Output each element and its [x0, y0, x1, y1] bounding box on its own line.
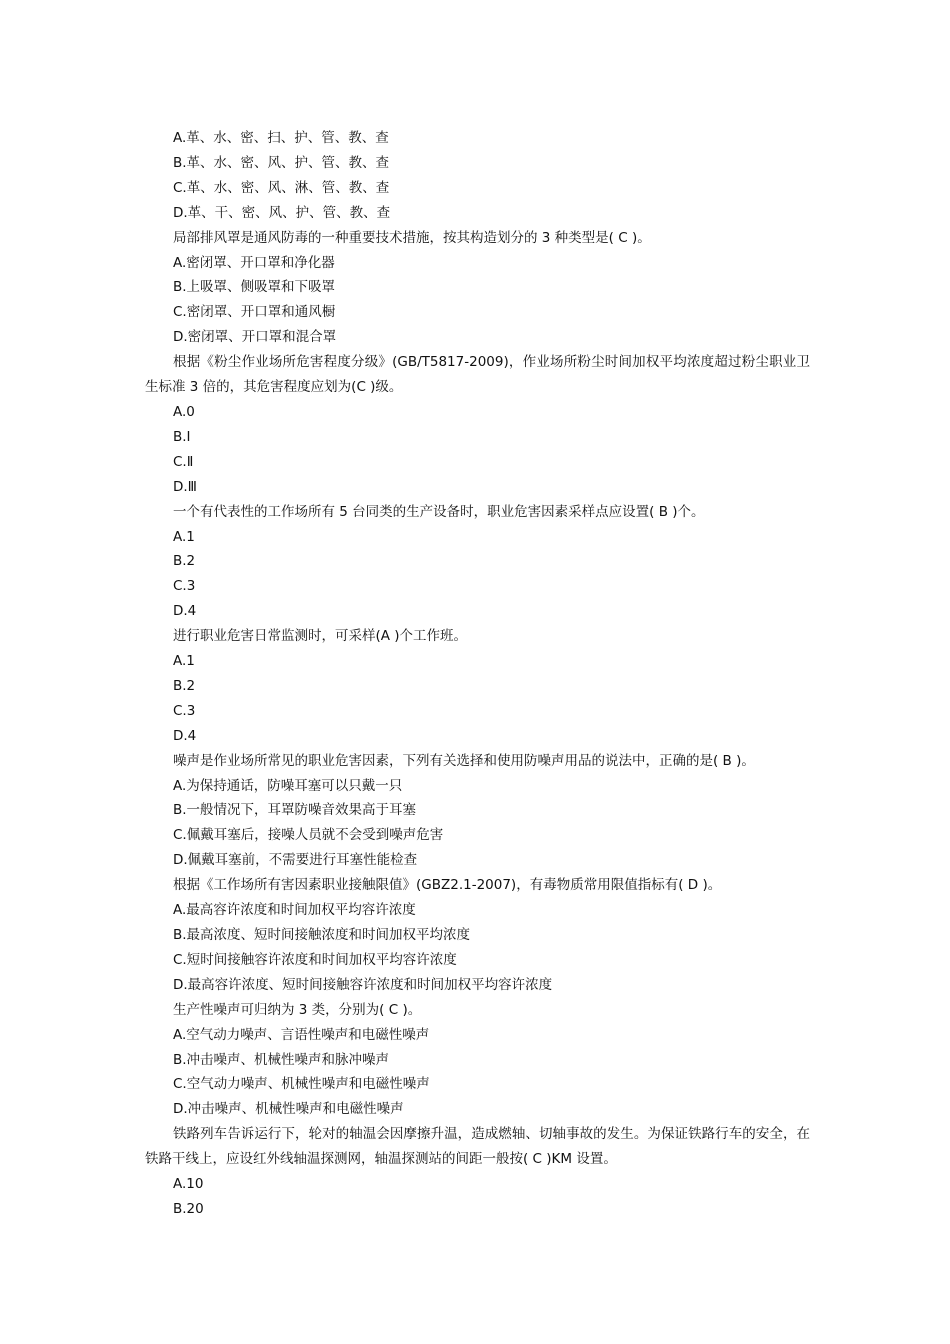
text-line: A.密闭罩、开口罩和净化器 [173, 254, 335, 271]
text-line: B.一般情况下，耳罩防噪音效果高于耳塞 [173, 802, 417, 819]
text-line: D.密闭罩、开口罩和混合罩 [173, 329, 337, 346]
text-line: D.4 [173, 727, 197, 744]
text-line: 噪声是作业场所常见的职业危害因素，下列有关选择和使用防噪声用品的说法中，正确的是( B )。 [173, 752, 755, 769]
text-line: 根据《工作场所有害因素职业接触限值》(GBZ2.1-2007)，有毒物质常用限值指标有( D )。 [173, 877, 722, 894]
text-line: B.2 [173, 677, 196, 694]
text-line: A.空气动力噪声、言语性噪声和电磁性噪声 [173, 1026, 430, 1043]
text-line: C.密闭罩、开口罩和通风橱 [173, 304, 336, 321]
text-line: B.20 [173, 1200, 204, 1217]
text-line: C.革、水、密、风、淋、管、教、查 [173, 179, 390, 196]
question-paragraph: 铁路列车告诉运行下，轮对的轴温会因摩擦升温，造成燃轴、切轴事故的发生。为保证铁路行车的安全，在铁路干线上，应设红外线轴温探测网，轴温探测站的间距一般按( C )KM 设置。 [145, 1126, 810, 1168]
text-line: B.革、水、密、风、护、管、教、查 [173, 154, 390, 171]
text-line: A.1 [173, 653, 195, 670]
text-line: C.空气动力噪声、机械性噪声和电磁性噪声 [173, 1076, 430, 1093]
text-line: A.10 [173, 1176, 204, 1193]
text-line: D.4 [173, 603, 197, 620]
text-line: 进行职业危害日常监测时，可采样(A )个工作班。 [173, 628, 468, 645]
text-line: C.3 [173, 578, 196, 595]
text-line: 局部排风罩是通风防毒的一种重要技术措施，按其构造划分的 3 种类型是( C )。 [173, 229, 651, 246]
question-paragraph: 根据《粉尘作业场所危害程度分级》(GB/T5817-2009)，作业场所粉尘时间加权平均浓度超过粉尘职业卫生标准 3 倍的，其危害程度应划为(C )级。 [145, 354, 810, 396]
text-line: B.2 [173, 553, 196, 570]
text-line: 生产性噪声可归纳为 3 类，分别为( C )。 [173, 1001, 422, 1018]
text-line: B.上吸罩、侧吸罩和下吸罩 [173, 279, 336, 296]
text-line: C.3 [173, 702, 196, 719]
document-body [145, 126, 810, 1222]
text-line: D.Ⅲ [173, 478, 197, 495]
text-line: D.冲击噪声、机械性噪声和电磁性噪声 [173, 1101, 404, 1118]
text-line: A.0 [173, 403, 195, 420]
text-line: A.最高容许浓度和时间加权平均容许浓度 [173, 902, 416, 919]
text-line: A.革、水、密、扫、护、管、教、查 [173, 130, 389, 146]
text-line: A.1 [173, 528, 195, 545]
text-line: A.为保持通话，防噪耳塞可以只戴一只 [173, 777, 403, 794]
text-line: D.革、干、密、风、护、管、教、查 [173, 204, 391, 221]
text-line: B.最高浓度、短时间接触浓度和时间加权平均浓度 [173, 927, 471, 943]
text-line: C.Ⅱ [173, 453, 194, 470]
text-line: B.Ⅰ [173, 428, 191, 445]
text-line: D.最高容许浓度、短时间接触容许浓度和时间加权平均容许浓度 [173, 976, 553, 993]
text-line: B.冲击噪声、机械性噪声和脉冲噪声 [173, 1051, 390, 1068]
text-line: C.佩戴耳塞后，接噪人员就不会受到噪声危害 [173, 827, 444, 844]
text-line: D.佩戴耳塞前，不需要进行耳塞性能检查 [173, 852, 418, 869]
text-line: 一个有代表性的工作场所有 5 台同类的生产设备时，职业危害因素采样点应设置( B )个。 [173, 503, 705, 520]
text-line: C.短时间接触容许浓度和时间加权平均容许浓度 [173, 951, 457, 968]
